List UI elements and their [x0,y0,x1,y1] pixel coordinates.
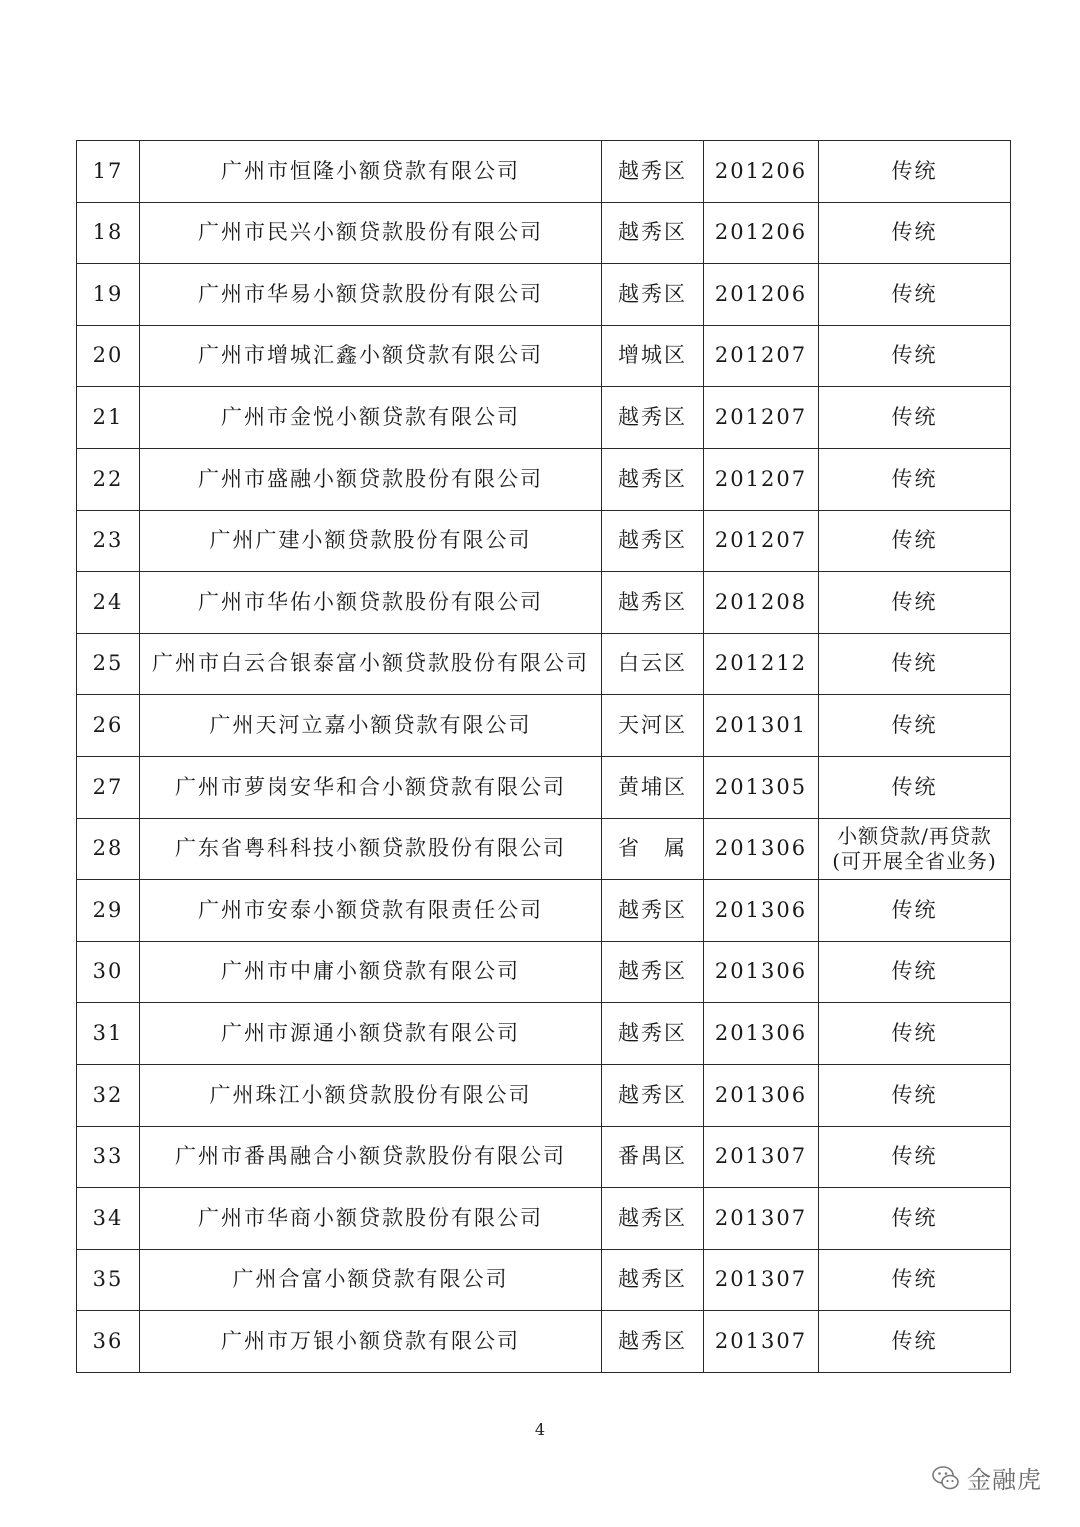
business-type [819,141,1011,203]
table-row [77,1126,1011,1188]
table-row [77,1188,1011,1250]
row-number: 29 [77,880,140,942]
business-type-line: 传统 [891,405,938,430]
row-number: 27 [77,756,140,818]
approval-date: 201207 [704,510,819,572]
district: 越秀区 [602,510,704,572]
approval-date: 201306 [704,1003,819,1065]
company-name: 广州市白云合银泰富小额贷款股份有限公司 [140,633,602,695]
business-type-line: 传统 [891,651,938,676]
business-type-line: 传统 [891,589,938,614]
company-name: 广州天河立嘉小额贷款有限公司 [140,695,602,757]
table-row [77,1311,1011,1373]
row-number: 28 [77,818,140,880]
business-type [819,1126,1011,1188]
company-name: 广州市安泰小额贷款有限责任公司 [140,880,602,942]
business-type [819,202,1011,264]
page-number: 4 [534,1420,546,1439]
table-row [77,1249,1011,1311]
approval-date: 201206 [704,141,819,203]
row-number: 26 [77,695,140,757]
table-row [77,1064,1011,1126]
row-number: 34 [77,1188,140,1250]
business-type [819,1003,1011,1065]
district: 越秀区 [602,941,704,1003]
table-row [77,141,1011,203]
company-name: 广州市华佑小额贷款股份有限公司 [140,572,602,634]
business-type-line: 传统 [891,959,938,984]
approval-date: 201207 [704,325,819,387]
company-name: 广州市华商小额贷款股份有限公司 [140,1188,602,1250]
approval-date: 201306 [704,941,819,1003]
approval-date: 201208 [704,572,819,634]
business-type [819,387,1011,449]
company-name: 广州市中庸小额贷款有限公司 [140,941,602,1003]
business-type [819,448,1011,510]
district: 白云区 [602,633,704,695]
approval-date: 201207 [704,448,819,510]
approval-date: 201212 [704,633,819,695]
business-type-line: 传统 [891,343,938,368]
row-number: 30 [77,941,140,1003]
district: 越秀区 [602,1249,704,1311]
business-type-line: 传统 [891,1267,938,1292]
business-type [819,633,1011,695]
company-name: 广州广建小额贷款股份有限公司 [140,510,602,572]
business-type-line: 传统 [891,774,938,799]
district: 番禺区 [602,1126,704,1188]
watermark [931,1460,1042,1495]
business-type-line: 传统 [891,158,938,183]
approval-date: 201307 [704,1311,819,1373]
row-number: 21 [77,387,140,449]
company-name: 广州市民兴小额贷款股份有限公司 [140,202,602,264]
company-name: 广州珠江小额贷款股份有限公司 [140,1064,602,1126]
company-name: 广东省粤科科技小额贷款股份有限公司 [140,818,602,880]
district: 越秀区 [602,880,704,942]
wechat-icon [931,1463,961,1493]
business-type-line: 传统 [891,1021,938,1046]
district: 越秀区 [602,448,704,510]
table-row [77,818,1011,880]
table-body [77,141,1011,1373]
business-type-line: 传统 [891,713,938,738]
company-name: 广州市恒隆小额贷款有限公司 [140,141,602,203]
district: 增城区 [602,325,704,387]
row-number: 25 [77,633,140,695]
business-type-line: (可开展全省业务) [832,848,997,873]
table-row [77,1003,1011,1065]
company-name: 广州市源通小额贷款有限公司 [140,1003,602,1065]
business-type [819,1249,1011,1311]
approval-date: 201301 [704,695,819,757]
district: 越秀区 [602,202,704,264]
table-row [77,756,1011,818]
business-type [819,695,1011,757]
company-name: 广州市万银小额贷款有限公司 [140,1311,602,1373]
district: 省 属 [602,818,704,880]
table-row [77,264,1011,326]
table-row [77,510,1011,572]
table-row [77,387,1011,449]
business-type [819,818,1011,880]
table-row [77,695,1011,757]
row-number: 35 [77,1249,140,1311]
business-type-line: 传统 [891,1082,938,1107]
business-type [819,756,1011,818]
table-row [77,941,1011,1003]
table-row [77,325,1011,387]
business-type-line: 传统 [891,1144,938,1169]
approval-date: 201207 [704,387,819,449]
district: 越秀区 [602,572,704,634]
approval-date: 201306 [704,880,819,942]
district: 越秀区 [602,1311,704,1373]
business-type-line: 传统 [891,528,938,553]
district: 天河区 [602,695,704,757]
business-type [819,880,1011,942]
business-type [819,1064,1011,1126]
district: 越秀区 [602,1064,704,1126]
row-number: 22 [77,448,140,510]
business-type [819,572,1011,634]
approval-date: 201206 [704,202,819,264]
table-row [77,633,1011,695]
table-row [77,880,1011,942]
business-type-line: 传统 [891,220,938,245]
approval-date: 201306 [704,1064,819,1126]
table-row [77,572,1011,634]
row-number: 20 [77,325,140,387]
district: 越秀区 [602,1003,704,1065]
approval-date: 201307 [704,1249,819,1311]
row-number: 23 [77,510,140,572]
business-type-line: 传统 [891,466,938,491]
row-number: 36 [77,1311,140,1373]
watermark-text: 金融虎 [967,1466,1042,1494]
company-name: 广州市华易小额贷款股份有限公司 [140,264,602,326]
approval-date: 201206 [704,264,819,326]
district: 越秀区 [602,141,704,203]
district: 越秀区 [602,264,704,326]
approval-date: 201305 [704,756,819,818]
business-type-line: 传统 [891,897,938,922]
company-name: 广州市金悦小额贷款有限公司 [140,387,602,449]
business-type [819,941,1011,1003]
table-row [77,202,1011,264]
company-name: 广州市盛融小额贷款股份有限公司 [140,448,602,510]
business-type-line: 传统 [891,1328,938,1353]
company-name: 广州市增城汇鑫小额贷款有限公司 [140,325,602,387]
row-number: 17 [77,141,140,203]
district: 越秀区 [602,387,704,449]
company-name: 广州市萝岗安华和合小额贷款有限公司 [140,756,602,818]
row-number: 31 [77,1003,140,1065]
row-number: 32 [77,1064,140,1126]
district: 黄埔区 [602,756,704,818]
business-type [819,1311,1011,1373]
business-type-line: 小额贷款/再贷款 [837,823,992,848]
business-type-line: 传统 [891,281,938,306]
approval-date: 201307 [704,1126,819,1188]
row-number: 24 [77,572,140,634]
business-type [819,510,1011,572]
row-number: 33 [77,1126,140,1188]
district: 越秀区 [602,1188,704,1250]
approval-date: 201307 [704,1188,819,1250]
business-type [819,325,1011,387]
row-number: 19 [77,264,140,326]
business-type-line: 传统 [891,1205,938,1230]
company-name: 广州市番禺融合小额贷款股份有限公司 [140,1126,602,1188]
approval-date: 201306 [704,818,819,880]
business-type [819,1188,1011,1250]
row-number: 18 [77,202,140,264]
business-type [819,264,1011,326]
table-row [77,448,1011,510]
company-name: 广州合富小额贷款有限公司 [140,1249,602,1311]
company-table [76,140,1011,1373]
